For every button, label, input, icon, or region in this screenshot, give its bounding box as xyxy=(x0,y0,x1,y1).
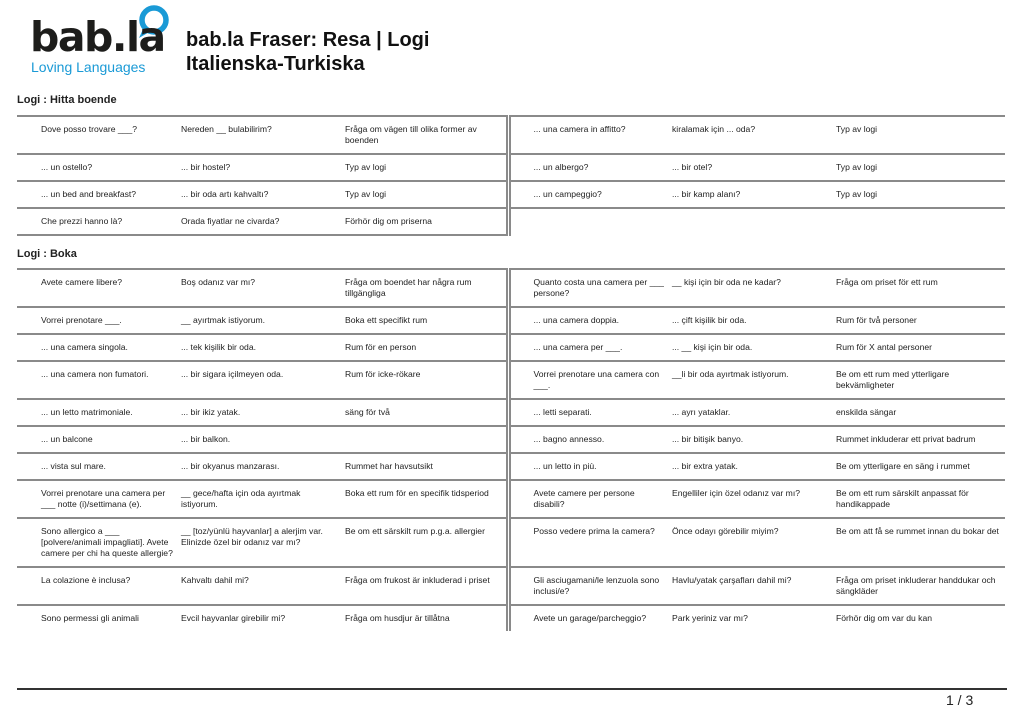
cell-italian: ... una camera singola. xyxy=(41,342,128,352)
cell-italian xyxy=(508,208,672,235)
cell-swedish-note: Be om att få se rummet innan du bokar det xyxy=(836,526,999,536)
cell-swedish-note: Typ av logi xyxy=(345,162,387,172)
cell-turkish: ... ayrı yataklar. xyxy=(672,407,731,417)
cell-turkish: kiralamak için ... oda? xyxy=(672,124,756,134)
table-row xyxy=(17,567,1005,605)
title-line-2: Italienska-Turkiska xyxy=(186,53,365,75)
table-row xyxy=(17,426,1005,453)
cell-turkish: Nereden __ bulabilirim? xyxy=(181,124,272,134)
cell-swedish-note: Rum för icke-rökare xyxy=(345,369,421,379)
cell-italian: ... vista sul mare. xyxy=(41,461,106,471)
cell-turkish: ... çift kişilik bir oda. xyxy=(672,315,747,325)
cell-swedish-note xyxy=(345,426,508,453)
cell-swedish-note: Be om ett särskilt rum p.g.a. allergier xyxy=(345,526,485,536)
cell-swedish-note: Fråga om husdjur är tillåtna xyxy=(345,613,450,623)
cell-turkish: __li bir oda ayırtmak istiyorum. xyxy=(672,369,789,379)
cell-turkish: ... tek kişilik bir oda. xyxy=(181,342,256,352)
logo-wordmark: bab.la xyxy=(30,13,165,61)
cell-italian: Posso vedere prima la camera? xyxy=(508,518,672,567)
table-row xyxy=(17,334,1005,361)
cell-swedish-note: Fråga om boendet har några rum tillgängliga xyxy=(345,277,472,298)
cell-swedish-note: Rum för X antal personer xyxy=(836,342,933,352)
cell-italian: Avete camere per persone disabili? xyxy=(508,480,672,518)
cell-swedish-note: Typ av logi xyxy=(836,124,878,134)
cell-italian: Vorrei prenotare ___. xyxy=(41,315,122,325)
cell-italian: ... una camera doppia. xyxy=(508,307,672,334)
cell-italian: Vorrei prenotare una camera con ___. xyxy=(508,361,672,399)
logo-tagline: Loving Languages xyxy=(31,59,146,75)
cell-turkish: ... bir extra yatak. xyxy=(672,461,738,471)
cell-swedish-note: Fråga om frukost är inkluderad i priset xyxy=(345,575,490,585)
cell-turkish: ... bir sigara içilmeyen oda. xyxy=(181,369,284,379)
cell-italian: ... un campeggio? xyxy=(508,181,672,208)
table-row xyxy=(17,605,1005,631)
cell-swedish-note: enskilda sängar xyxy=(836,407,897,417)
cell-turkish: Evcil hayvanlar girebilir mi? xyxy=(181,613,286,623)
table-row xyxy=(17,269,1005,307)
phrase-table-boka xyxy=(17,268,1005,631)
cell-swedish-note: Fråga om vägen till olika former av boenden xyxy=(345,124,477,145)
cell-swedish-note: säng för två xyxy=(345,407,390,417)
section-title-boka: Logi : Boka xyxy=(17,248,77,260)
cell-swedish-note: Förhör dig om var du kan xyxy=(836,613,933,623)
cell-turkish: __ kişi için bir oda ne kadar? xyxy=(672,277,781,287)
cell-italian: Sono permessi gli animali xyxy=(41,613,139,623)
table-row xyxy=(17,399,1005,426)
cell-swedish-note: Rum för en person xyxy=(345,342,417,352)
cell-italian: ... una camera per ___. xyxy=(508,334,672,361)
cell-swedish-note: Typ av logi xyxy=(836,162,878,172)
cell-turkish: Engelliler için özel odanız var mı? xyxy=(672,488,801,498)
cell-swedish-note: Be om ytterligare en säng i rummet xyxy=(836,461,970,471)
title-line-1: bab.la Fraser: Resa | Logi xyxy=(186,29,430,51)
cell-swedish-note: Be om ett rum särskilt anpassat för handikappade xyxy=(836,488,969,509)
page-title xyxy=(186,28,429,76)
cell-italian: Gli asciugamani/le lenzuola sono inclusi/e? xyxy=(508,567,672,605)
table-row xyxy=(17,453,1005,480)
cell-italian: La colazione è inclusa? xyxy=(41,575,131,585)
table-row xyxy=(17,208,1005,235)
cell-italian: ... un albergo? xyxy=(508,154,672,181)
cell-italian: Avete camere libere? xyxy=(41,277,123,287)
cell-swedish-note: Rum för två personer xyxy=(836,315,917,325)
cell-turkish: __ gece/hafta için oda ayırtmak istiyorum. xyxy=(181,488,301,509)
table-row xyxy=(17,181,1005,208)
table-row xyxy=(17,518,1005,567)
cell-swedish-note: Fråga om priset inkluderar handdukar och sängkläder xyxy=(836,575,996,596)
cell-italian: ... una camera in affitto? xyxy=(508,116,672,154)
cell-turkish: __ ayırtmak istiyorum. xyxy=(181,315,266,325)
cell-italian: ... bagno annesso. xyxy=(508,426,672,453)
cell-turkish: ... bir hostel? xyxy=(181,162,231,172)
cell-swedish-note xyxy=(836,208,1005,235)
table-row xyxy=(17,480,1005,518)
cell-italian: ... un balcone xyxy=(41,434,93,444)
cell-swedish-note: Be om ett rum med ytterligare bekvämligheter xyxy=(836,369,950,390)
cell-turkish: Kahvaltı dahil mi? xyxy=(181,575,249,585)
cell-turkish: ... bir otel? xyxy=(672,162,713,172)
table-row xyxy=(17,361,1005,399)
cell-swedish-note: Förhör dig om priserna xyxy=(345,208,508,235)
phrase-table-hitta-boende xyxy=(17,115,1005,236)
cell-turkish: Önce odayı görebilir miyim? xyxy=(672,526,779,536)
table-row xyxy=(17,307,1005,334)
babla-logo xyxy=(30,4,180,76)
cell-italian: Sono allergico a ___ [polvere/animali impagliati]. Avete camere per chi ha queste allergie? xyxy=(41,526,173,558)
cell-swedish-note: Fråga om priset för ett rum xyxy=(836,277,938,287)
page-number: 1 / 3 xyxy=(946,692,974,708)
cell-turkish: ... bir bitişik banyo. xyxy=(672,434,744,444)
cell-italian: ... un letto in più. xyxy=(508,453,672,480)
cell-italian: ... letti separati. xyxy=(508,399,672,426)
section-title-hitta-boende: Logi : Hitta boende xyxy=(17,94,117,106)
cell-italian: ... un bed and breakfast? xyxy=(41,189,137,199)
cell-turkish: ... bir balkon. xyxy=(181,434,231,444)
footer-divider xyxy=(17,688,1007,690)
cell-turkish: ... bir kamp alanı? xyxy=(672,189,741,199)
cell-italian: ... un ostello? xyxy=(41,162,93,172)
cell-turkish: Orada fiyatlar ne civarda? xyxy=(181,208,345,235)
cell-turkish: Boş odanız var mı? xyxy=(181,277,256,287)
table-row xyxy=(17,154,1005,181)
cell-turkish: __ [toz/yünlü hayvanlar] a alerjim var. Elinizde özel bir odanız var mı? xyxy=(181,526,323,547)
cell-swedish-note: Boka ett specifikt rum xyxy=(345,315,428,325)
cell-turkish: Havlu/yatak çarşafları dahil mi? xyxy=(672,575,792,585)
cell-turkish: ... bir ikiz yatak. xyxy=(181,407,241,417)
cell-italian: Quanto costa una camera per ___ persone? xyxy=(508,269,672,307)
cell-turkish: ... bir okyanus manzarası. xyxy=(181,461,280,471)
cell-turkish xyxy=(672,208,836,235)
cell-italian: ... una camera non fumatori. xyxy=(41,369,149,379)
cell-turkish: ... bir oda artı kahvaltı? xyxy=(181,189,269,199)
cell-italian: Dove posso trovare ___? xyxy=(41,124,138,134)
cell-swedish-note: Boka ett rum för en specifik tidsperiod xyxy=(345,488,489,498)
cell-swedish-note: Rummet inkluderar ett privat badrum xyxy=(836,434,976,444)
cell-italian: Che prezzi hanno là? xyxy=(17,208,181,235)
cell-turkish: ... __ kişi için bir oda. xyxy=(672,342,753,352)
cell-swedish-note: Rummet har havsutsikt xyxy=(345,461,433,471)
table-row xyxy=(17,116,1005,154)
cell-italian: Vorrei prenotare una camera per ___ notte (i)/settimana (e). xyxy=(41,488,166,509)
cell-turkish: Park yeriniz var mı? xyxy=(672,613,748,623)
cell-italian: ... un letto matrimoniale. xyxy=(41,407,133,417)
cell-swedish-note: Typ av logi xyxy=(345,189,387,199)
cell-italian: Avete un garage/parcheggio? xyxy=(508,605,672,631)
cell-swedish-note: Typ av logi xyxy=(836,189,878,199)
